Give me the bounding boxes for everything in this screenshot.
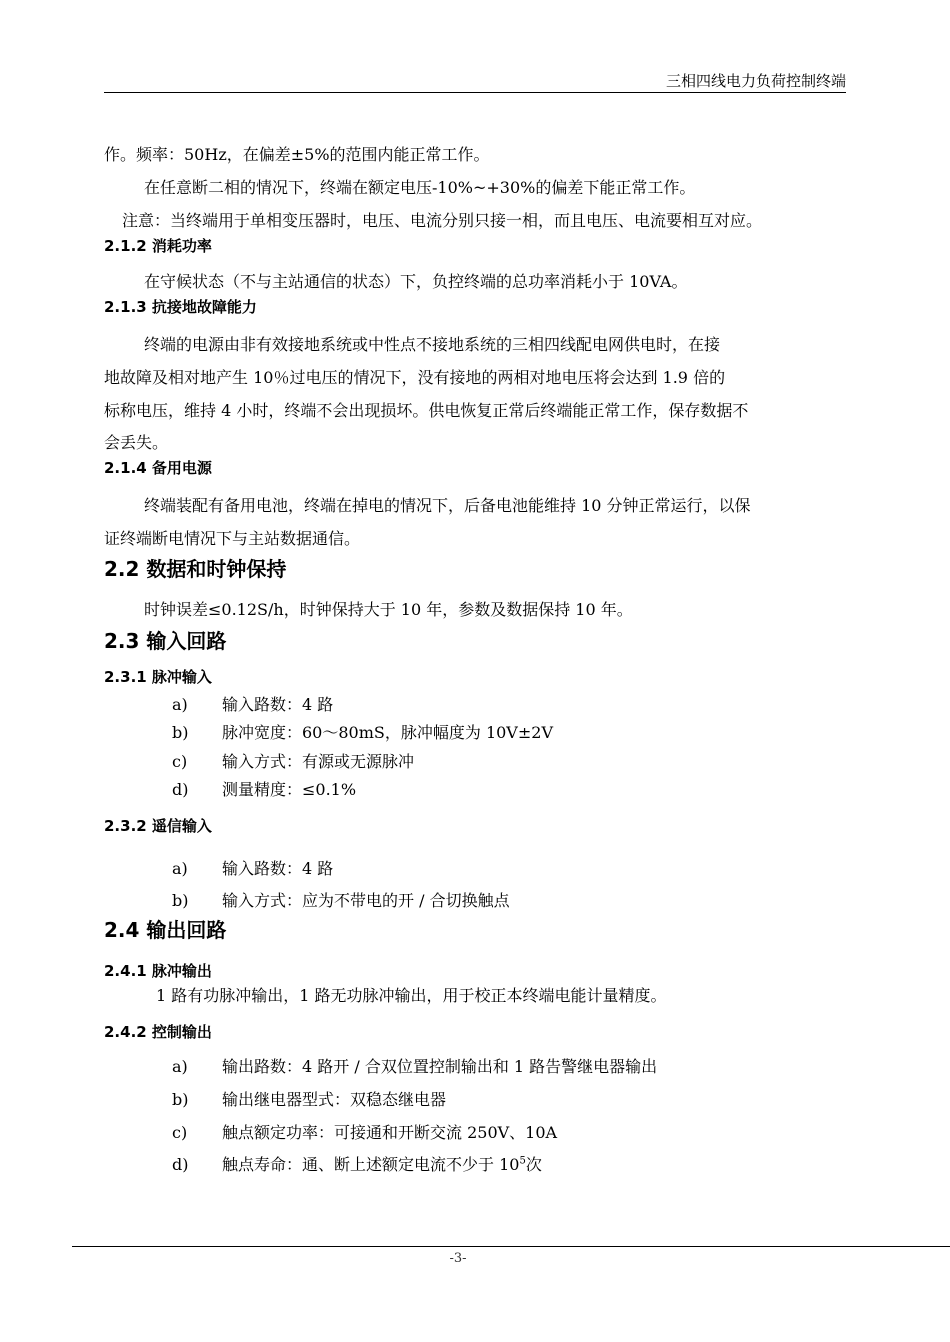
footer-rule	[72, 1246, 950, 1247]
section-2-2-heading: 2.2 数据和时钟保持	[104, 557, 287, 581]
list-item-text: 测量精度：≤0.1%	[222, 780, 357, 799]
list-item-label: b)	[172, 723, 189, 742]
list-item-label: b)	[172, 891, 189, 910]
list-item-text: 输入方式：有源或无源脉冲	[222, 752, 415, 771]
list-item	[172, 1123, 557, 1143]
list-item	[172, 859, 333, 879]
header-rule	[104, 92, 846, 93]
list-item	[172, 1155, 542, 1175]
section-2-4-heading: 2.4 输出回路	[104, 918, 227, 942]
list-item	[172, 695, 333, 715]
paragraph-note: 注意：当终端用于单相变压器时，电压、电流分别只接一相，而且电压、电流要相互对应。	[122, 211, 763, 230]
paragraph-two-phase: 在任意断二相的情况下，终端在额定电压-10%~+30%的偏差下能正常工作。	[144, 178, 696, 197]
section-2-3-2-heading: 2.3.2 遥信输入	[104, 817, 212, 835]
section-2-3-heading: 2.3 输入回路	[104, 629, 227, 653]
section-2-4-1-heading: 2.4.1 脉冲输出	[104, 962, 212, 980]
paragraph-pulse-output: 1 路有功脉冲输出，1 路无功脉冲输出，用于校正本终端电能计量精度。	[156, 986, 667, 1005]
list-item	[172, 752, 414, 772]
paragraph-power-consumption: 在守候状态（不与主站通信的状态）下，负控终端的总功率消耗小于 10VA。	[144, 272, 688, 291]
list-item	[172, 1090, 446, 1110]
list-item-text: 输出路数：4 路开 / 合双位置控制输出和 1 路告警继电器输出	[222, 1057, 658, 1076]
list-item-label: a)	[172, 695, 188, 714]
list-item-text: 触点寿命：通、断上述额定电流不少于 10	[222, 1155, 520, 1174]
list-item-label: a)	[172, 859, 188, 878]
list-item-label: b)	[172, 1090, 189, 1109]
paragraph-backup-power-line-2: 证终端断电情况下与主站数据通信。	[104, 529, 361, 548]
paragraph-frequency: 作。频率：50Hz，在偏差±5%的范围内能正常工作。	[104, 145, 490, 164]
paragraph-ground-fault-line-3: 标称电压，维持 4 小时，终端不会出现损坏。供电恢复正常后终端能正常工作，保存数据不	[104, 401, 749, 420]
list-item-label: d)	[172, 1155, 189, 1174]
superscript-exponent: 5	[519, 1155, 526, 1167]
running-header: 三相四线电力负荷控制终端	[665, 72, 846, 90]
list-item-text: 触点额定功率：可接通和开断交流 250V、10A	[222, 1123, 558, 1142]
list-item	[172, 1057, 657, 1077]
paragraph-clock: 时钟误差≤0.12S/h，时钟保持大于 10 年，参数及数据保持 10 年。	[144, 600, 633, 619]
paragraph-backup-power-line-1: 终端装配有备用电池，终端在掉电的情况下，后备电池能维持 10 分钟正常运行，以保	[144, 496, 751, 515]
list-item-text: 输入路数：4 路	[222, 695, 334, 714]
paragraph-ground-fault-line-1: 终端的电源由非有效接地系统或中性点不接地系统的三相四线配电网供电时，在接	[144, 335, 721, 354]
section-2-1-3-heading: 2.1.3 抗接地故障能力	[104, 298, 257, 316]
list-item-text: 脉冲宽度：60～80mS，脉冲幅度为 10V±2V	[222, 723, 553, 742]
paragraph-ground-fault-line-4: 会丢失。	[104, 433, 169, 452]
list-item	[172, 723, 553, 743]
list-item-text: 输入路数：4 路	[222, 859, 334, 878]
section-2-1-2-heading: 2.1.2 消耗功率	[104, 237, 212, 255]
section-2-1-4-heading: 2.1.4 备用电源	[104, 459, 212, 477]
list-item-label: c)	[172, 1123, 188, 1142]
list-item	[172, 891, 510, 911]
list-item-suffix: 次	[525, 1155, 542, 1174]
page-number: -3-	[449, 1251, 467, 1266]
list-item-label: d)	[172, 780, 189, 799]
list-item-text: 输出继电器型式：双稳态继电器	[222, 1090, 447, 1109]
list-item-label: c)	[172, 752, 188, 771]
list-item-text: 输入方式：应为不带电的开 / 合切换触点	[222, 891, 510, 910]
section-2-3-1-heading: 2.3.1 脉冲输入	[104, 668, 212, 686]
list-item-label: a)	[172, 1057, 188, 1076]
section-2-4-2-heading: 2.4.2 控制输出	[104, 1023, 212, 1041]
paragraph-ground-fault-line-2: 地故障及相对地产生 10％过电压的情况下，没有接地的两相对地电压将会达到 1.9 倍的	[104, 368, 726, 387]
list-item	[172, 780, 356, 800]
